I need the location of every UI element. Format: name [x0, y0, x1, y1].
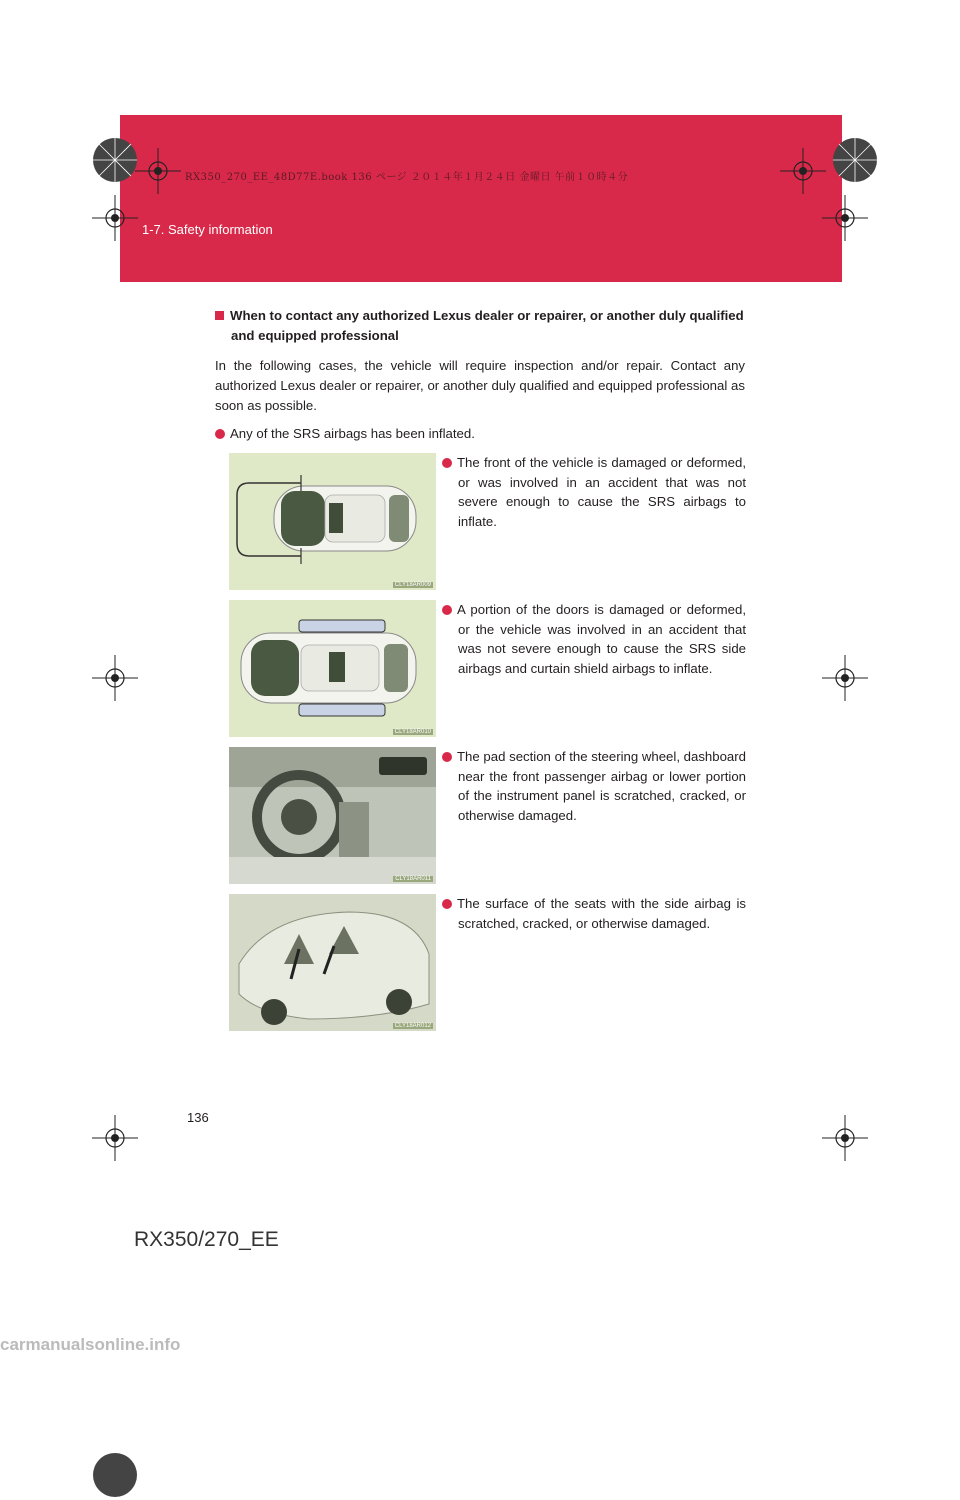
crosshair-icon — [822, 1115, 868, 1161]
square-bullet-icon — [215, 311, 224, 320]
item-text: The pad section of the steering wheel, dashboard near the front passenger airbag or lower portion of the instrument panel is scratched, cracked, or otherwise damaged. — [457, 749, 746, 823]
book-info: RX350_270_EE_48D77E.book 136 ページ ２０１４年１月２４日 金曜日 午前１０時４分 — [185, 172, 629, 183]
round-bullet-icon — [442, 899, 452, 909]
crosshair-icon — [92, 655, 138, 701]
crosshair-icon — [780, 148, 826, 194]
content — [215, 306, 745, 444]
bullet-text: Any of the SRS airbags has been inflated. — [230, 426, 475, 441]
figure-code: CLY18AR009 — [394, 582, 431, 588]
item-row — [229, 453, 745, 592]
item-text: A portion of the doors is damaged or deformed, or the vehicle was involved in an accident that was not severe enough to cause the SRS side airbags and curtain shield airbags to inflate. — [457, 602, 746, 676]
model-code: RX350/270_EE — [134, 1228, 279, 1251]
item-description — [442, 600, 746, 678]
section-title: 1-7. Safety information — [142, 222, 273, 237]
round-bullet-icon — [215, 429, 225, 439]
figure-seats — [229, 894, 436, 1031]
round-bullet-icon — [442, 752, 452, 762]
header-band — [120, 115, 842, 282]
registration-mark-icon — [90, 135, 140, 185]
watermark: carmanualsonline.info — [0, 1335, 181, 1354]
intro-paragraph: In the following cases, the vehicle will require inspection and/or repair. Contact any authorized Lexus dealer or repairer, or another duly qualified and equipped professional as soon as possible. — [215, 358, 745, 413]
item-description — [442, 453, 746, 531]
item-description — [442, 747, 746, 825]
figure-front-damage — [229, 453, 436, 590]
crosshair-icon — [92, 195, 138, 241]
page-number: 136 — [187, 1110, 209, 1125]
bullet-item — [215, 424, 745, 444]
registration-mark-icon — [830, 135, 880, 185]
heading-text: When to contact any authorized Lexus dealer or repairer, or another duly qualified and equipped professional — [230, 308, 744, 343]
item-text: The surface of the seats with the side airbag is scratched, cracked, or otherwise damaged. — [457, 896, 746, 931]
item-row — [229, 747, 745, 886]
registration-mark-icon — [90, 1450, 140, 1500]
figure-code: CLY18AR012 — [394, 1023, 431, 1029]
figure-dashboard — [229, 747, 436, 884]
heading — [215, 306, 745, 346]
round-bullet-icon — [442, 605, 452, 615]
figure-door-damage — [229, 600, 436, 737]
figure-code: CLY18AR010 — [394, 729, 431, 735]
crosshair-icon — [822, 655, 868, 701]
item-row — [229, 600, 745, 739]
item-text: The front of the vehicle is damaged or deformed, or was involved in an accident that was not severe enough to cause the SRS airbags to inflate. — [457, 455, 746, 529]
item-description — [442, 894, 746, 933]
round-bullet-icon — [442, 458, 452, 468]
figure-code: CLY18AR011 — [395, 876, 431, 882]
item-row — [229, 894, 745, 1033]
crosshair-icon — [135, 148, 181, 194]
crosshair-icon — [822, 195, 868, 241]
crosshair-icon — [92, 1115, 138, 1161]
